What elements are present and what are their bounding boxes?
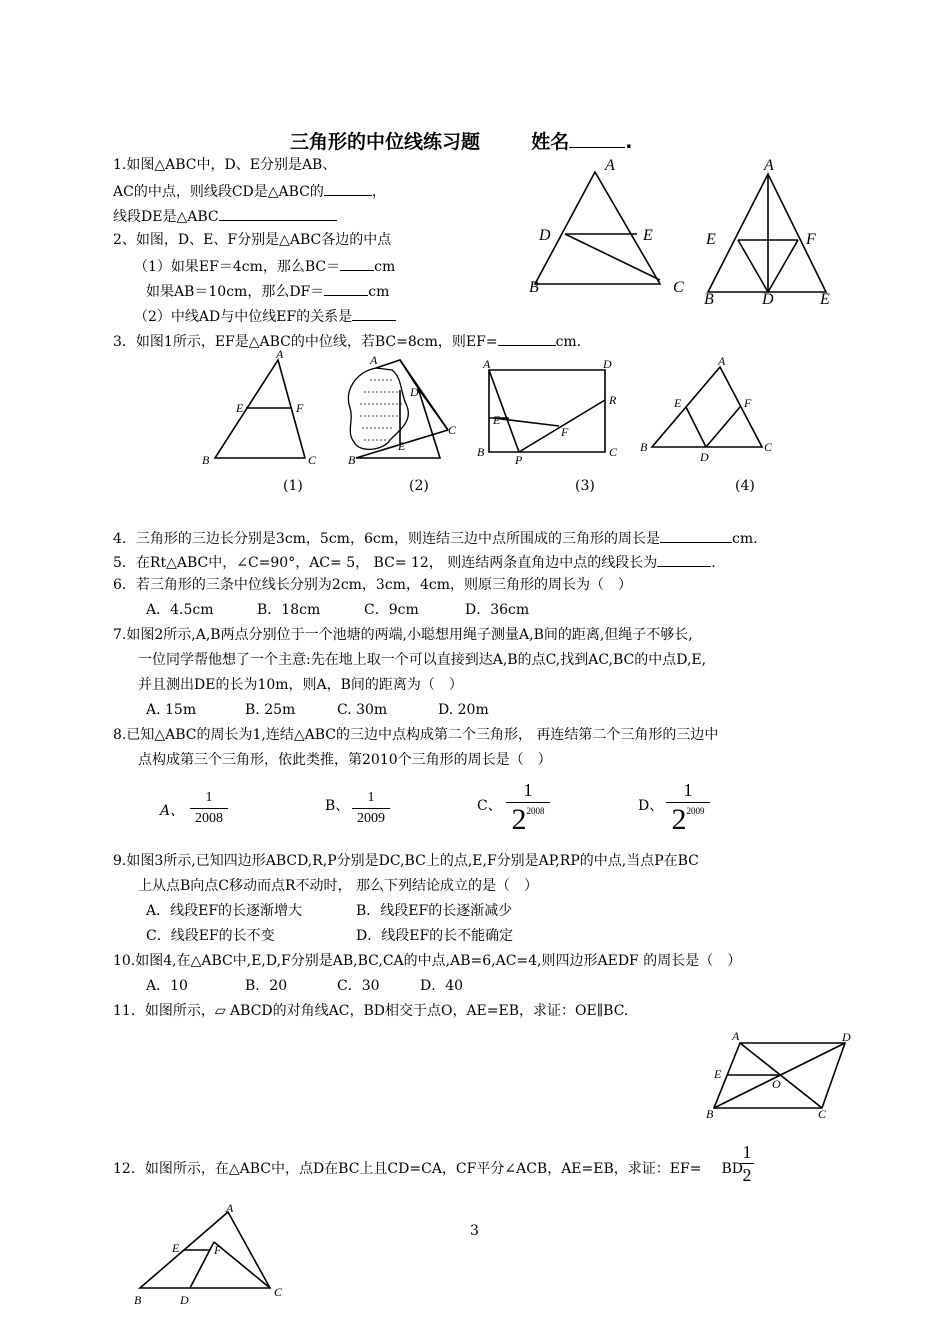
q7-option-d[interactable]: D. 20m xyxy=(438,702,489,718)
q7-option-b[interactable]: B. 25m xyxy=(245,702,296,718)
q1-blank2[interactable] xyxy=(219,206,337,221)
q6-text: 6．若三角形的三条中位线长分别为2cm，3cm，4cm，则原三角形的周长为（ ） xyxy=(113,577,632,593)
q2-line4: （2）中线AD与中位线EF的关系是 xyxy=(134,306,396,326)
page-title: 三角形的中位线练习题 姓名 . xyxy=(290,131,633,153)
q10-text: 10.如图4,在△ABC中,E,D,F分别是AB,BC,CA的中点,AB=6,AC=4,则四边形AEDF 的周长是（ ） xyxy=(113,953,742,969)
name-label: 姓名 xyxy=(531,131,570,153)
fig-caption-2: (2) xyxy=(409,478,429,494)
q9-option-d[interactable]: D．线段EF的长不能确定 xyxy=(356,928,514,944)
svg-text:B: B xyxy=(704,291,714,308)
figure-q11-parallelogram xyxy=(700,1028,860,1120)
q9-line1: 9.如图3所示,已知四边形ABCD,R,P分别是DC,BC上的点,E,F分别是AP,RP的中点,当点P在BC xyxy=(113,853,699,869)
q8-line1: 8.已知△ABC的周长为1,连结△ABC的三边中点构成第二个三角形， 再连结第二个三角形的三边中 xyxy=(113,727,719,743)
svg-text:C: C xyxy=(308,453,317,467)
svg-text:C: C xyxy=(764,440,773,454)
svg-text:B: B xyxy=(348,453,356,467)
figure-1 xyxy=(200,347,330,467)
name-blank[interactable] xyxy=(569,129,625,148)
fig-caption-1: (1) xyxy=(283,478,303,494)
svg-text:R: R xyxy=(609,393,617,407)
svg-text:A: A xyxy=(370,353,378,367)
svg-text:F: F xyxy=(296,401,304,415)
q7-line3: 并且测出DE的长为10m，则A，B间的距离为（ ） xyxy=(138,677,463,693)
q10-option-c[interactable]: C．30 xyxy=(337,978,380,994)
q5-text: 5．在Rt△ABC中，∠C=90°，AC= 5， BC= 12， 则连结两条直角边中点的线段长为 . xyxy=(113,552,716,572)
svg-text:E: E xyxy=(398,439,406,453)
svg-text:E: E xyxy=(493,413,501,427)
svg-text:B: B xyxy=(529,279,539,296)
q8-line2: 点构成第三个三角形，依此类推，第2010个三角形的周长是（ ） xyxy=(138,752,552,768)
q8-frac-a: 1 2008 xyxy=(190,790,228,827)
svg-text:D: D xyxy=(539,227,551,244)
svg-text:O: O xyxy=(772,1077,781,1091)
svg-text:D: D xyxy=(762,291,774,308)
q7-option-c[interactable]: C. 30m xyxy=(337,702,388,718)
q8-option-c[interactable]: C、 xyxy=(477,798,502,814)
svg-text:E: E xyxy=(236,401,244,415)
title-main: 三角形的中位线练习题 xyxy=(290,131,481,153)
q10-option-a[interactable]: A．10 xyxy=(146,978,188,994)
svg-text:F: F xyxy=(806,231,816,248)
svg-text:D: D xyxy=(603,357,612,371)
svg-text:B: B xyxy=(202,453,210,467)
svg-text:B: B xyxy=(706,1107,714,1121)
q1-line3: 线段DE是△ABC xyxy=(113,206,337,226)
q1-blank1[interactable] xyxy=(324,181,372,196)
figure-2-pond xyxy=(340,350,465,465)
figure-q2-triangle xyxy=(700,152,840,308)
svg-text:D: D xyxy=(700,450,709,464)
q7-option-a[interactable]: A. 15m xyxy=(146,702,197,718)
q8-option-d[interactable]: D、 xyxy=(638,798,664,814)
q11-text: 11．如图所示，▱ ABCD的对角线AC，BD相交于点O，AE=EB，求证：OE∥BC. xyxy=(113,1003,629,1019)
svg-text:P: P xyxy=(515,453,523,467)
q12-text: 12．如图所示，在△ABC中，点D在BC上且CD=CA，CF平分∠ACB，AE=EB，求证：EF= BD. xyxy=(113,1161,747,1177)
page-number: 3 xyxy=(470,1223,479,1239)
q1-line2: AC的中点，则线段CD是△ABC的 ， xyxy=(113,181,386,201)
figure-4-triangle xyxy=(640,355,780,465)
q6-option-b[interactable]: B．18cm xyxy=(257,602,321,618)
svg-text:C: C xyxy=(818,1107,827,1121)
q2-line2: （1）如果EF＝4cm，那么BC＝ cm xyxy=(134,256,395,276)
triangle-abc xyxy=(535,172,660,284)
svg-text:F: F xyxy=(561,425,569,439)
q10-option-d[interactable]: D．40 xyxy=(420,978,464,994)
svg-text:C: C xyxy=(609,445,618,459)
fig-caption-3: (3) xyxy=(575,478,595,494)
svg-text:E: E xyxy=(706,231,716,248)
svg-text:B: B xyxy=(134,1293,142,1307)
q7-line1: 7.如图2所示,A,B两点分别位于一个池塘的两端,小聪想用绳子测量A,B间的距离,但绳子不够长, xyxy=(113,627,693,643)
svg-text:A: A xyxy=(732,1029,740,1043)
fig-caption-4: (4) xyxy=(735,478,755,494)
label: A xyxy=(605,157,615,174)
svg-text:C: C xyxy=(274,1285,283,1299)
svg-text:C: C xyxy=(448,423,457,437)
figure-q12-triangle xyxy=(130,1200,295,1310)
q6-option-c[interactable]: C．9cm xyxy=(364,602,419,618)
q2-line1: 2、如图，D、E、F分别是△ABC各边的中点 xyxy=(113,232,392,248)
q8-frac-b: 1 2009 xyxy=(352,790,390,827)
svg-text:B: B xyxy=(477,445,485,459)
q9-option-b[interactable]: B．线段EF的长逐渐减少 xyxy=(356,903,513,919)
svg-text:C: C xyxy=(673,279,684,296)
q8-frac-c: 1 $2^{2008}$ xyxy=(506,780,550,835)
q9-option-c[interactable]: C．线段EF的长不变 xyxy=(146,928,275,944)
q9-option-a[interactable]: A．线段EF的长逐渐增大 xyxy=(146,903,303,919)
svg-text:E: E xyxy=(172,1241,180,1255)
svg-text:A: A xyxy=(226,1201,234,1215)
q8-frac-d: 1 $2^{2009}$ xyxy=(666,780,710,835)
svg-text:A: A xyxy=(483,357,491,371)
svg-text:E: E xyxy=(643,227,653,244)
figure-q1-triangle xyxy=(525,152,695,297)
q12-frac: 1 2 xyxy=(740,1143,754,1184)
q8-option-b[interactable]: B、 xyxy=(325,798,350,814)
q4-text: 4．三角形的三边长分别是3cm，5cm，6cm，则连结三边中点所围成的三角形的周长是 cm. xyxy=(113,528,758,548)
svg-text:F: F xyxy=(214,1243,222,1257)
q2-line3: 如果AB＝10cm，那么DF＝ cm xyxy=(146,281,389,301)
q7-line2: 一位同学帮他想了一个主意:先在地上取一个可以直接到达A,B的点C,找到AC,BC的中点D,E, xyxy=(138,652,707,668)
svg-text:A: A xyxy=(276,347,284,361)
svg-text:E: E xyxy=(820,291,830,308)
q9-line2: 上从点B向点C移动而点R不动时， 那么下列结论成立的是（ ） xyxy=(138,878,538,894)
q3-text: 3．如图1所示，EF是△ABC的中位线，若BC=8cm，则EF= cm. xyxy=(113,331,581,351)
svg-text:B: B xyxy=(640,440,648,454)
svg-text:D: D xyxy=(842,1030,851,1044)
svg-text:E: E xyxy=(674,396,682,410)
svg-text:A: A xyxy=(718,354,726,368)
svg-text:D: D xyxy=(410,385,419,399)
figure-3-quadrilateral xyxy=(475,358,625,466)
q6-option-d[interactable]: D．36cm xyxy=(465,602,530,618)
svg-text:D: D xyxy=(180,1293,189,1307)
svg-text:F: F xyxy=(744,396,752,410)
q6-option-a[interactable]: A．4.5cm xyxy=(146,602,214,618)
q1-line1: 1.如图△ABC中，D、E分别是AB、 xyxy=(113,157,337,173)
svg-text:E: E xyxy=(714,1067,722,1081)
svg-text:A: A xyxy=(764,157,774,174)
q10-option-b[interactable]: B．20 xyxy=(245,978,288,994)
q8-option-a[interactable]: A、 xyxy=(160,803,185,819)
